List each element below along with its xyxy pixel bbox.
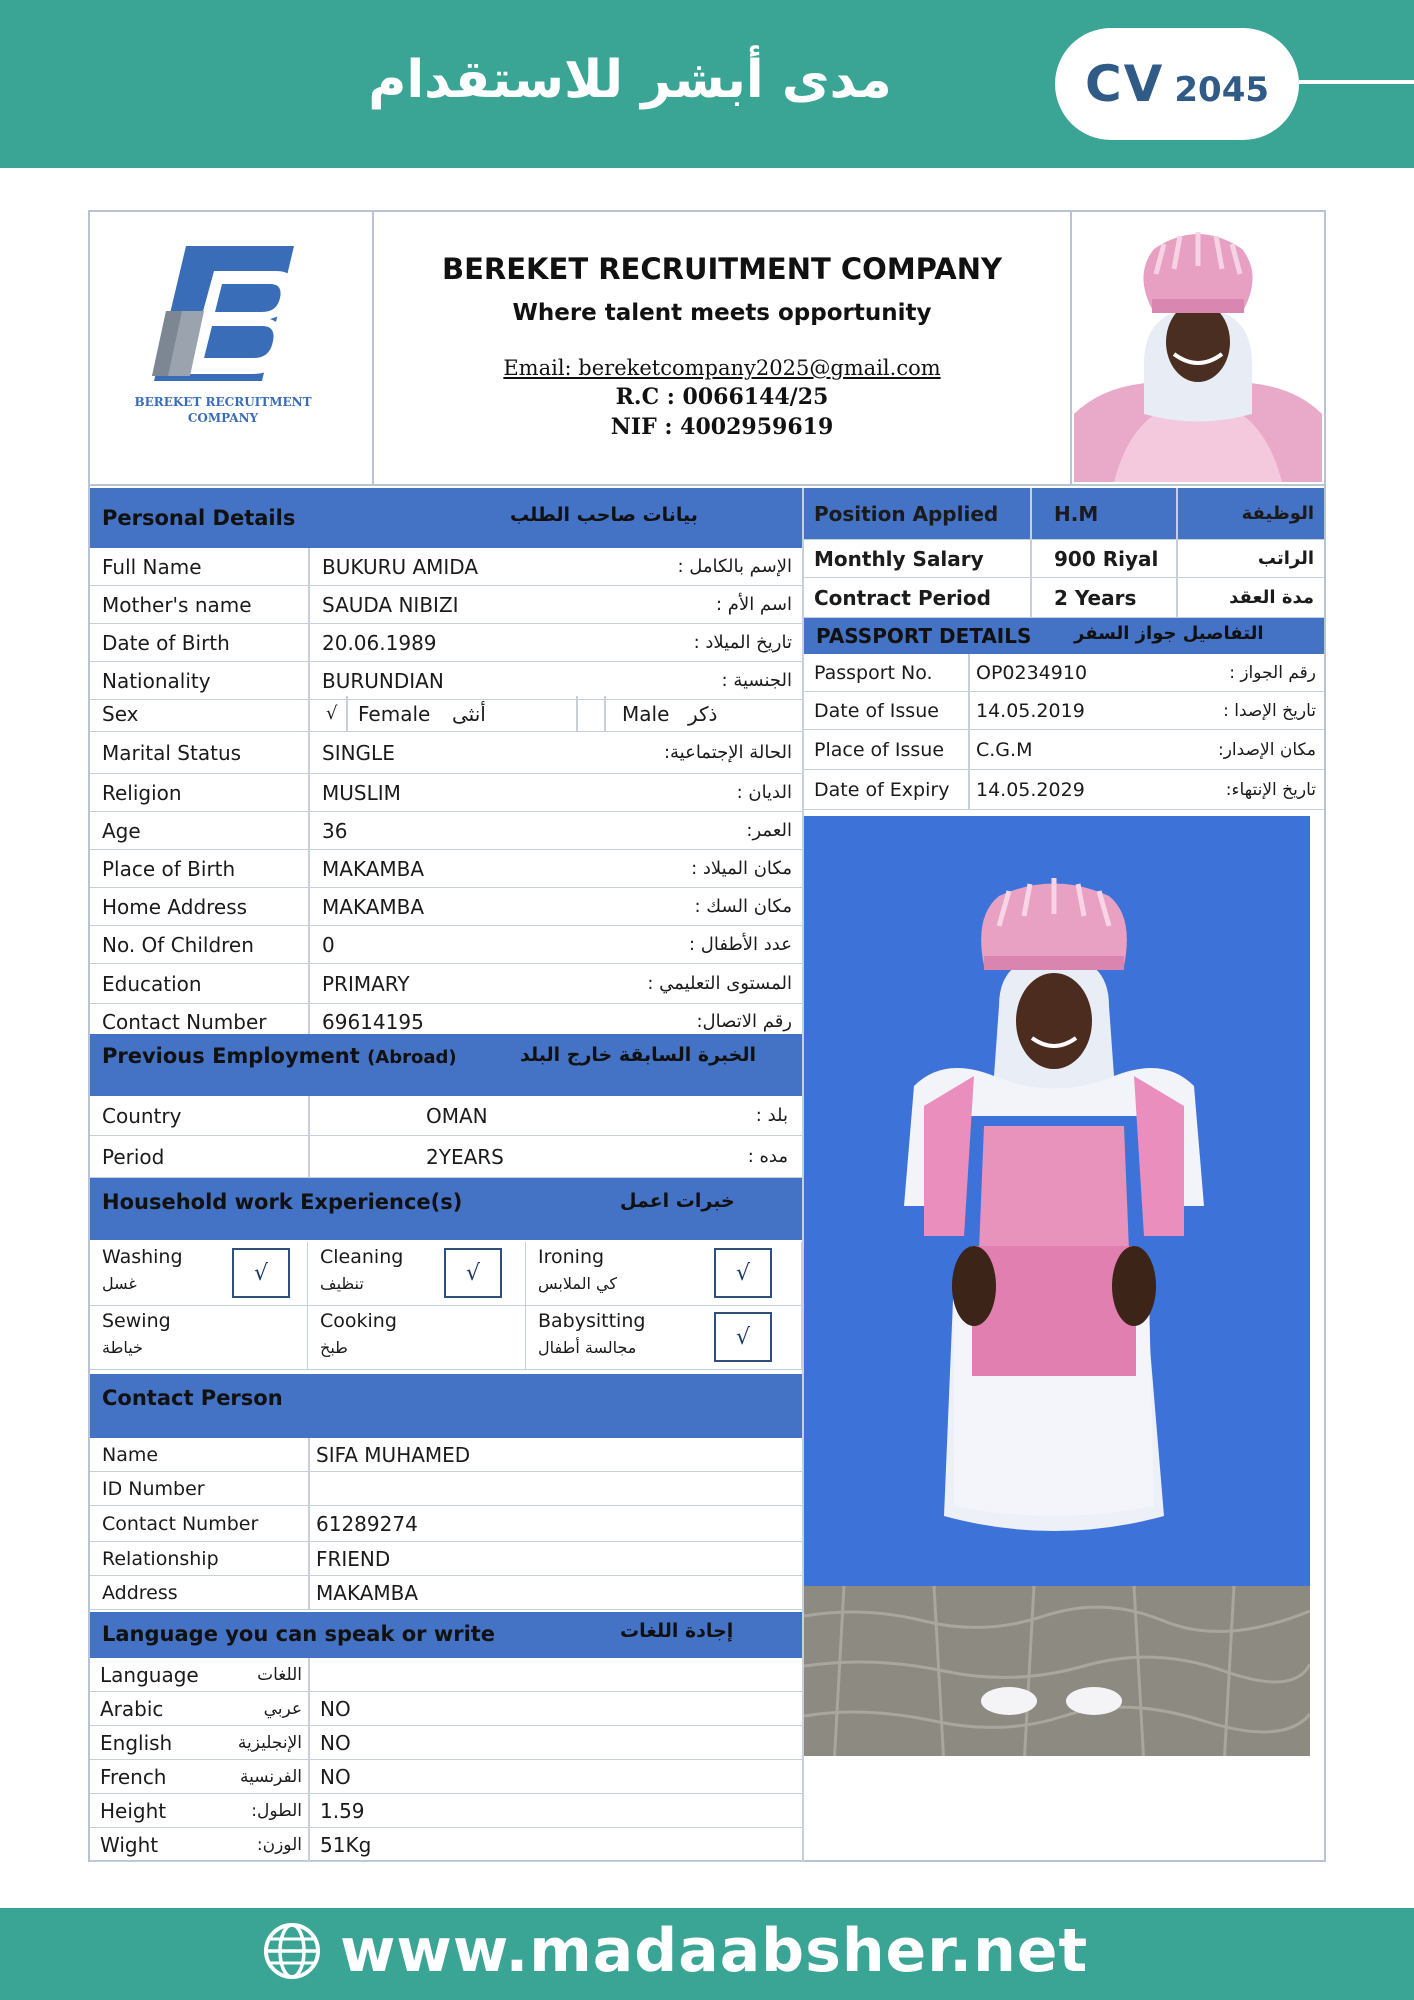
- language-row: [90, 1658, 802, 1692]
- previous-employment-header: [90, 1034, 802, 1096]
- field-label: Place of Birth: [102, 856, 236, 881]
- section-title-ar: خبرات اعمل: [620, 1190, 735, 1212]
- field-row: [90, 774, 802, 812]
- divider: [1030, 488, 1032, 539]
- language-row: [90, 1726, 802, 1760]
- field-value: MAKAMBA: [316, 1580, 419, 1605]
- divider: [346, 696, 348, 731]
- divider: [308, 812, 310, 849]
- field-value: 900 Riyal: [1054, 546, 1159, 571]
- field-row: [90, 1096, 802, 1136]
- field-label-ar: الديان :: [736, 782, 792, 803]
- field-label: Monthly Salary: [814, 546, 984, 571]
- field-row: [90, 926, 802, 964]
- divider: [308, 696, 310, 731]
- field-row: [90, 1472, 802, 1506]
- divider: [308, 1576, 310, 1609]
- website-url[interactable]: www.madaabsher.net: [340, 1916, 1089, 1986]
- company-info: [374, 252, 1070, 440]
- field-row: [90, 1576, 802, 1610]
- field-value: 0: [322, 932, 335, 957]
- field-label-ar: الفرنسية: [239, 1766, 302, 1787]
- female-label-ar: أنثى: [452, 701, 486, 726]
- divider: [1070, 212, 1072, 486]
- field-label-ar: الإنجليزية: [237, 1732, 302, 1753]
- divider: [308, 1136, 310, 1177]
- field-value: 14.05.2019: [976, 699, 1085, 722]
- divider: [968, 770, 970, 809]
- passport-row: [804, 654, 1324, 692]
- agency-title: مدى أبشر للاستقدام: [368, 50, 892, 110]
- field-value: FRIEND: [316, 1546, 391, 1571]
- language-row: [90, 1760, 802, 1794]
- field-label: French: [100, 1764, 167, 1789]
- skill-sewing: [90, 1306, 308, 1370]
- field-label: Relationship: [102, 1547, 219, 1570]
- field-label-ar: الحالة الإجتماعية:: [663, 742, 792, 763]
- divider: [308, 1658, 310, 1691]
- field-label: Age: [102, 818, 141, 843]
- personal-details-header: [90, 488, 802, 548]
- company-nif: NIF : 4002959619: [610, 414, 834, 440]
- divider: [308, 1794, 310, 1827]
- field-label: Education: [102, 971, 202, 996]
- field-value: SAUDA NIBIZI: [322, 592, 459, 617]
- divider: [1030, 540, 1032, 577]
- section-title-ar: إجادة اللغات: [620, 1620, 734, 1642]
- field-label-ar: تاريخ الإصدا :: [1223, 700, 1316, 721]
- male-label: Male: [622, 701, 670, 726]
- field-value: 51Kg: [320, 1832, 372, 1857]
- divider: [308, 586, 310, 623]
- company-rc: R.C : 0066144/25: [615, 384, 829, 410]
- section-title-text: Previous Employment: [102, 1044, 360, 1068]
- company-logo: [94, 216, 350, 472]
- divider: [308, 1828, 310, 1861]
- field-label-ar: تاريخ الميلاد :: [693, 632, 792, 653]
- logo-caption-line-1: BEREKET RECRUITMENT: [134, 395, 312, 409]
- skill-checkbox[interactable]: √: [444, 1248, 502, 1298]
- field-row: [90, 624, 802, 662]
- skill-label-ar: تنظيف: [320, 1274, 364, 1293]
- skill-label: Sewing: [102, 1310, 171, 1332]
- languages-header: [90, 1612, 802, 1658]
- skill-checkbox[interactable]: √: [232, 1248, 290, 1298]
- position-row: [804, 488, 1324, 540]
- field-label: Date of Issue: [814, 699, 939, 722]
- field-label: Contact Number: [102, 1512, 259, 1535]
- banner-line: [1299, 80, 1414, 84]
- divider: [308, 1542, 310, 1575]
- field-value: 61289274: [316, 1511, 418, 1536]
- field-label: Mother's name: [102, 592, 252, 617]
- field-label: Arabic: [100, 1696, 164, 1721]
- divider: [308, 1438, 310, 1471]
- field-value: NO: [320, 1696, 351, 1721]
- field-row: [90, 850, 802, 888]
- field-label-ar: مكان الإصدار:: [1218, 739, 1316, 760]
- field-label-ar: مكان السك :: [694, 896, 792, 917]
- divider: [308, 1726, 310, 1759]
- section-title-sub: (Abroad): [367, 1047, 457, 1068]
- divider: [308, 926, 310, 963]
- field-row: [90, 812, 802, 850]
- field-label: Place of Issue: [814, 738, 945, 761]
- field-row: [90, 1542, 802, 1576]
- divider: [308, 774, 310, 811]
- field-label: Contract Period: [814, 585, 991, 610]
- field-value: 20.06.1989: [322, 630, 437, 655]
- field-row: [90, 1438, 802, 1472]
- field-label: Name: [102, 1443, 159, 1466]
- male-label-ar: ذكر: [688, 701, 718, 726]
- field-value: 69614195: [322, 1009, 424, 1034]
- divider: [308, 1760, 310, 1793]
- field-label-ar: العمر:: [746, 820, 792, 841]
- company-email[interactable]: Email: bereketcompany2025@gmail.com: [503, 356, 941, 380]
- divider: [968, 654, 970, 691]
- field-label: Marital Status: [102, 740, 242, 765]
- globe-icon: [262, 1921, 322, 1981]
- divider: [576, 696, 578, 731]
- field-label: Country: [102, 1103, 182, 1128]
- passport-header: [804, 618, 1324, 654]
- field-label-ar: الجنسية :: [721, 670, 792, 691]
- field-label: Height: [100, 1798, 167, 1823]
- divider: [968, 730, 970, 769]
- field-label-ar: الوزن:: [256, 1834, 302, 1855]
- section-title: [102, 1044, 457, 1068]
- household-header: [90, 1178, 802, 1240]
- field-label: Period: [102, 1144, 165, 1169]
- applicant-full-photo: [804, 816, 1310, 1766]
- divider: [968, 692, 970, 729]
- logo-caption-line-2: COMPANY: [187, 411, 259, 425]
- field-label-ar: المستوى التعليمي :: [647, 973, 792, 994]
- divider: [308, 1096, 310, 1135]
- company-tagline: Where talent meets opportunity: [512, 300, 932, 326]
- field-label-ar: اللغات: [257, 1664, 302, 1685]
- divider: [308, 1692, 310, 1725]
- field-value: 1.59: [320, 1798, 365, 1823]
- footer-line: [0, 1902, 1414, 1908]
- field-label-ar: رقم الاتصال:: [696, 1011, 792, 1032]
- divider: [1176, 488, 1178, 539]
- skill-checkbox[interactable]: √: [714, 1248, 772, 1298]
- skill-label-ar: مجالسة أطفال: [538, 1338, 637, 1357]
- section-title: Contact Person: [102, 1386, 283, 1410]
- divider: [308, 850, 310, 887]
- field-label-ar: تاريخ الإنتهاء:: [1225, 779, 1316, 800]
- field-label-ar: الراتب: [1257, 548, 1314, 569]
- contact-person-header: [90, 1374, 802, 1438]
- skill-label-ar: طبخ: [320, 1338, 348, 1357]
- divider: [308, 548, 310, 585]
- field-value: OMAN: [426, 1103, 488, 1128]
- field-label-ar: مده :: [747, 1146, 788, 1167]
- skill-label-ar: كي الملابس: [538, 1274, 618, 1293]
- field-label: Passport No.: [814, 661, 933, 684]
- field-value: 36: [322, 818, 348, 843]
- field-label: Language: [100, 1662, 199, 1687]
- field-label-ar: بلد :: [755, 1105, 788, 1126]
- company-header: [90, 212, 1324, 486]
- field-value: MAKAMBA: [322, 894, 425, 919]
- field-label: English: [100, 1730, 173, 1755]
- field-label: No. Of Children: [102, 932, 254, 957]
- field-row: [90, 964, 802, 1004]
- section-title-ar: بيانات صاحب الطلب: [510, 504, 698, 526]
- language-row: [90, 1692, 802, 1726]
- skill-cooking: [308, 1306, 526, 1370]
- section-title: PASSPORT DETAILS: [816, 624, 1032, 648]
- field-row: [90, 662, 802, 700]
- language-row: [90, 1794, 802, 1828]
- divider: [308, 1472, 310, 1505]
- section-title: Household work Experience(s): [102, 1190, 463, 1214]
- position-row: [804, 540, 1324, 578]
- skill-checkbox[interactable]: √: [714, 1312, 772, 1362]
- field-label: ID Number: [102, 1477, 205, 1500]
- divider: [1176, 578, 1178, 617]
- field-label: Position Applied: [814, 501, 999, 526]
- field-label: Religion: [102, 780, 182, 805]
- skill-label: Babysitting: [538, 1310, 646, 1332]
- field-label-ar: عربي: [263, 1698, 302, 1719]
- skill-label-ar: غسل: [102, 1274, 137, 1293]
- field-value: NO: [320, 1764, 351, 1789]
- field-value: 2 Years: [1054, 585, 1137, 610]
- cv-label: CV: [1084, 55, 1165, 113]
- field-row: [90, 1136, 802, 1178]
- field-row: [90, 732, 802, 774]
- female-label: Female: [358, 701, 431, 726]
- divider: [1176, 540, 1178, 577]
- divider: [308, 888, 310, 925]
- field-label: Date of Expiry: [814, 778, 950, 801]
- website-link[interactable]: [262, 1916, 1088, 1986]
- field-label: Date of Birth: [102, 630, 230, 655]
- divider: [308, 964, 310, 1003]
- field-label: Full Name: [102, 554, 202, 579]
- field-label-ar: رقم الجواز :: [1229, 662, 1316, 683]
- position-row: [804, 578, 1324, 618]
- applicant-portrait-photo: [1074, 214, 1322, 482]
- section-title: Language you can speak or write: [102, 1622, 496, 1646]
- field-label-ar: مدة العقد: [1229, 587, 1314, 608]
- top-banner: [0, 0, 1414, 168]
- rb-logo-icon: [94, 216, 350, 472]
- field-label: Sex: [102, 701, 139, 726]
- skill-label: Ironing: [538, 1246, 605, 1268]
- divider: [1030, 578, 1032, 617]
- field-label-ar: مكان الميلاد :: [691, 858, 792, 879]
- sex-row: [90, 696, 802, 732]
- divider: [308, 732, 310, 773]
- skill-label: Washing: [102, 1246, 183, 1268]
- field-label-ar: الوظيفة: [1241, 503, 1314, 524]
- field-row: [90, 888, 802, 926]
- field-value: SIFA MUHAMED: [316, 1442, 471, 1467]
- passport-row: [804, 692, 1324, 730]
- cv-number: 2045: [1174, 70, 1270, 110]
- passport-row: [804, 770, 1324, 810]
- field-row: [90, 1506, 802, 1542]
- field-value: 2YEARS: [426, 1144, 504, 1169]
- field-label: Home Address: [102, 894, 248, 919]
- section-title: Personal Details: [102, 506, 296, 530]
- field-value: C.G.M: [976, 738, 1033, 761]
- section-title-ar: التفاصيل جواز السفر: [1074, 623, 1264, 644]
- field-label-ar: الإسم بالكامل :: [677, 556, 792, 577]
- field-label-ar: الطول:: [251, 1800, 302, 1821]
- field-value: 14.05.2029: [976, 778, 1085, 801]
- field-value: BURUNDIAN: [322, 668, 444, 693]
- field-label: Wight: [100, 1832, 159, 1857]
- language-row: [90, 1828, 802, 1862]
- skill-label: Cooking: [320, 1310, 397, 1332]
- cv-badge: [1055, 28, 1299, 140]
- divider: [308, 662, 310, 699]
- field-label: Nationality: [102, 668, 211, 693]
- field-value: PRIMARY: [322, 971, 410, 996]
- footer-banner: [0, 1902, 1414, 2000]
- field-row: [90, 548, 802, 586]
- cv-document: [88, 210, 1326, 1862]
- logo-caption: [108, 394, 338, 426]
- field-value: MUSLIM: [322, 780, 401, 805]
- field-label-ar: عدد الأطفال :: [689, 934, 792, 955]
- passport-row: [804, 730, 1324, 770]
- field-value: NO: [320, 1730, 351, 1755]
- field-value: MAKAMBA: [322, 856, 425, 881]
- company-name: BEREKET RECRUITMENT COMPANY: [441, 252, 1002, 286]
- divider: [604, 696, 606, 731]
- field-label-ar: اسم الأم :: [716, 594, 792, 615]
- field-label: Address: [102, 1581, 178, 1604]
- field-value: H.M: [1054, 501, 1099, 526]
- skill-label: Cleaning: [320, 1246, 404, 1268]
- divider: [308, 624, 310, 661]
- field-label: Contact Number: [102, 1009, 267, 1034]
- skill-label-ar: خياطة: [102, 1338, 143, 1357]
- field-row: [90, 586, 802, 624]
- section-title-ar: الخبرة السابقة خارج البلد: [520, 1044, 757, 1066]
- field-value: SINGLE: [322, 740, 395, 765]
- female-check[interactable]: √: [326, 703, 338, 724]
- field-value: OP0234910: [976, 661, 1088, 684]
- divider: [308, 1506, 310, 1541]
- field-value: BUKURU AMIDA: [322, 554, 479, 579]
